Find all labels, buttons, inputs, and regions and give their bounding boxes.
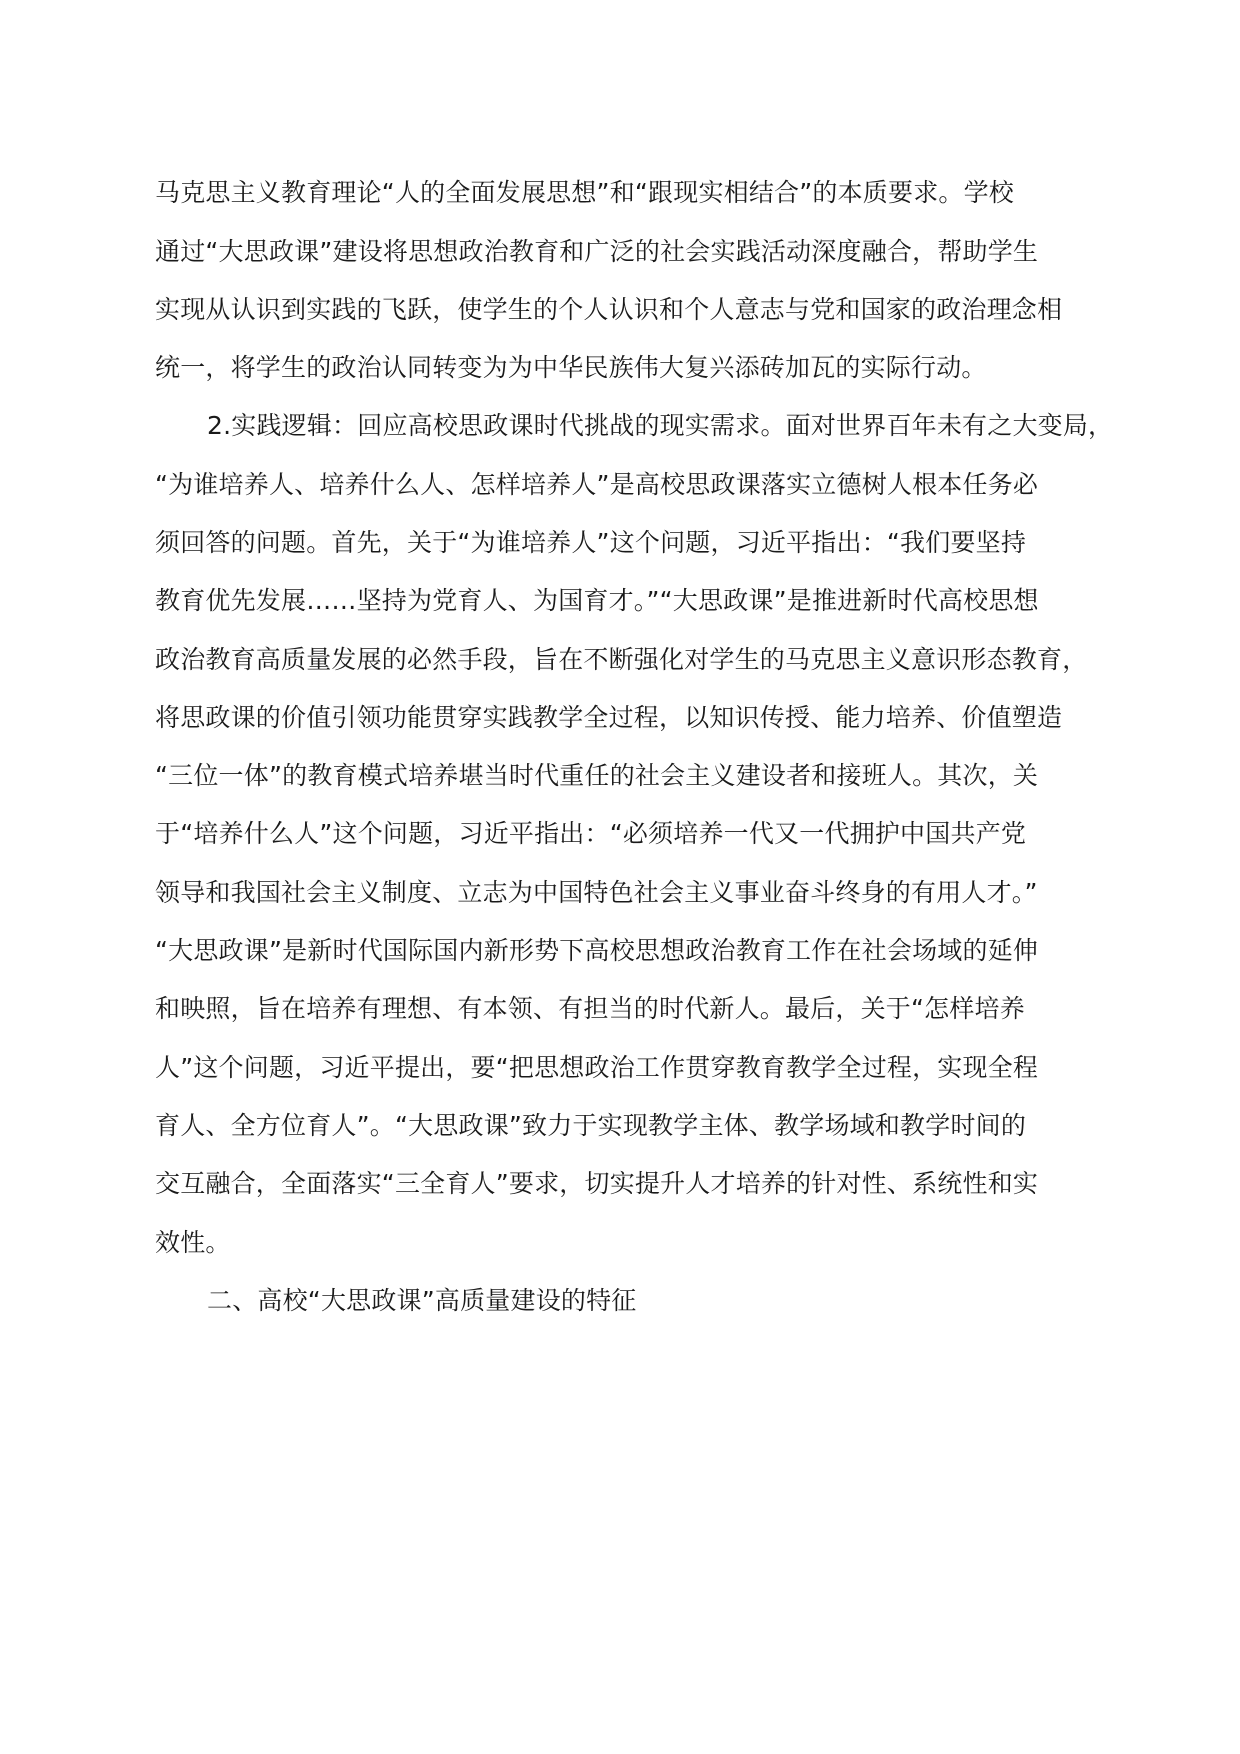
body-line: 领导和我国社会主义制度、立志为中国特色社会主义事业奋斗终身的有用人才。”	[155, 878, 1038, 907]
body-line: 于“培养什么人”这个问题，习近平指出：“必须培养一代又一代拥护中国共产党	[155, 819, 1027, 848]
body-line: 人”这个问题，习近平提出，要“把思想政治工作贯穿教育教学全过程，实现全程	[155, 1053, 1039, 1082]
body-line: “为谁培养人、培养什么人、怎样培养人”是高校思政课落实立德树人根本任务必	[155, 470, 1039, 499]
body-line: 将思政课的价值引领功能贯穿实践教学全过程，以知识传授、能力培养、价值塑造	[155, 703, 1063, 732]
body-line: 效性。	[155, 1228, 231, 1257]
body-line: 马克思主义教育理论“人的全面发展思想”和“跟现实相结合”的本质要求。学校	[155, 178, 1015, 207]
body-line: 通过“大思政课”建设将思想政治教育和广泛的社会实践活动深度融合，帮助学生	[155, 237, 1039, 266]
body-line: “三位一体”的教育模式培养堪当时代重任的社会主义建设者和接班人。其次，关	[155, 761, 1039, 790]
body-line: 教育优先发展……坚持为党育人、为国育才。”“大思政课”是推进新时代高校思想	[155, 586, 1039, 615]
body-line: 交互融合，全面落实“三全育人”要求，切实提升人才培养的针对性、系统性和实	[155, 1169, 1039, 1198]
body-line: 2.实践逻辑：回应高校思政课时代挑战的现实需求。面对世界百年未有之大变局，	[207, 411, 1114, 440]
body-line: “大思政课”是新时代国际国内新形势下高校思想政治教育工作在社会场域的延伸	[155, 936, 1039, 965]
body-line: 政治教育高质量发展的必然手段，旨在不断强化对学生的马克思主义意识形态教育，	[155, 645, 1088, 674]
body-line: 统一，将学生的政治认同转变为为中华民族伟大复兴添砖加瓦的实际行动。	[155, 353, 987, 382]
body-line: 须回答的问题。首先，关于“为谁培养人”这个问题，习近平指出：“我们要坚持	[155, 528, 1027, 557]
body-line: 实现从认识到实践的飞跃，使学生的个人认识和个人意志与党和国家的政治理念相	[155, 295, 1063, 324]
section-heading: 二、高校“大思政课”高质量建设的特征	[207, 1286, 637, 1315]
body-line: 育人、全方位育人”。“大思政课”致力于实现教学主体、教学场域和教学时间的	[155, 1111, 1027, 1140]
body-line: 和映照，旨在培养有理想、有本领、有担当的时代新人。最后，关于“怎样培养	[155, 994, 1025, 1023]
